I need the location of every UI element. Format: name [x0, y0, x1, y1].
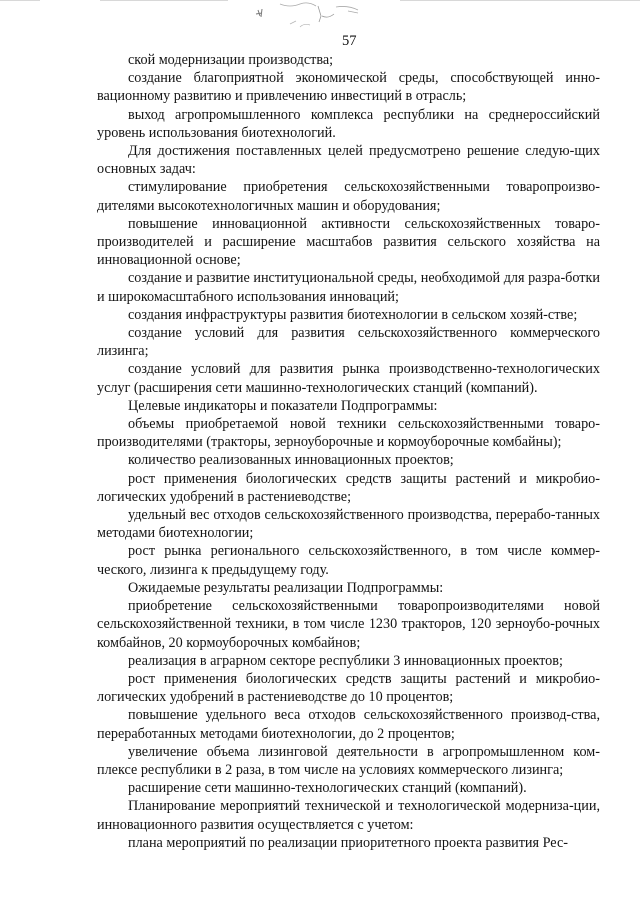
- paragraph: увеличение объема лизинговой деятельности в агропромышленном ком-плексе республики в 2 раза, в том числе на условиях коммерческого лизинга;: [97, 743, 600, 778]
- scan-edge-mid: [100, 0, 228, 1]
- paragraph: создание и развитие институциональной среды, необходимой для разра-ботки и широкомасштабного использования инноваций;: [97, 270, 600, 305]
- paragraph: реализация в аграрном секторе республики 3 инновационных проектов;: [128, 652, 563, 669]
- paragraph: Для достижения поставленных целей предусмотрено решение следую-щих основных задач:: [97, 143, 600, 178]
- scan-edge-right: [400, 0, 640, 1]
- paragraph: создание условий для развития сельскохозяйственного коммерческого лизинга;: [97, 325, 600, 360]
- paragraph: плана мероприятий по реализации приоритетного проекта развития Рес-: [128, 834, 568, 851]
- section-heading: Ожидаемые результаты реализации Подпрограммы:: [128, 579, 444, 596]
- paragraph: рост применения биологических средств защиты растений и микробио-логических удобрений в растениеводстве;: [97, 470, 600, 505]
- paragraph: Планирование мероприятий технической и технологической модерниза-ции, инновационного развития осуществляется с учетом:: [97, 798, 600, 833]
- paragraph: создания инфраструктуры развития биотехнологии в сельском хозяй-стве;: [128, 306, 578, 323]
- body-text: [97, 51, 600, 852]
- paragraph: рост применения биологических средств защиты растений и микробио-логических удобрений в растениеводстве до 10 процентов;: [97, 670, 600, 706]
- paragraph: выход агропромышленного комплекса республики на среднероссийский уровень использования биотехнологий.: [97, 106, 600, 141]
- paragraph: объемы приобретаемой новой техники сельскохозяйственными товаро-производителями (тракторы, зерноуборочные и кормоуборочные комбайны);: [97, 416, 600, 451]
- paragraph: удельный вес отходов сельскохозяйственного производства, перерабо-танных методами биотехнологии;: [97, 507, 600, 542]
- section-heading: Целевые индикаторы и показатели Подпрограммы:: [128, 397, 438, 414]
- paragraph: стимулирование приобретения сельскохозяйственными товаропроизво-дителями высокотехнологичных машин и оборудования;: [97, 179, 600, 214]
- paragraph: повышение удельного веса отходов сельскохозяйственного производ-ства, переработанных методами биотехнологии, до 2 процентов;: [97, 707, 600, 742]
- scan-artifact-marks: [230, 2, 390, 30]
- paragraph: расширение сети машинно-технологических станций (компаний).: [128, 780, 527, 797]
- paragraph: повышение инновационной активности сельскохозяйственных товаро-производителей и расширение масштабов развития сельского хозяйства на инновационной основе;: [97, 215, 600, 269]
- paragraph: создание условий для развития рынка производственно-технологических услуг (расширения сети машинно-технологических станций (компаний).: [97, 361, 600, 396]
- paragraph: создание благоприятной экономической среды, способствующей инно-вационному развитию и привлечению инвестиций в отрасль;: [97, 70, 600, 105]
- scan-edge-left: [0, 0, 40, 1]
- paragraph: количество реализованных инновационных проектов;: [128, 452, 454, 469]
- paragraph: рост рынка регионального сельскохозяйственного, в том числе коммер-ческого, лизинга к предыдущему году.: [97, 543, 600, 578]
- paragraph: приобретение сельскохозяйственными товаропроизводителями новой сельскохозяйственной техники, в том числе 1230 тракторов, 120 зерноубо-рочных комбайнов, 20 кормоуборочных комбайнов;: [97, 598, 600, 651]
- paragraph: ской модернизации производства;: [128, 52, 334, 68]
- page-number: 57: [342, 33, 357, 49]
